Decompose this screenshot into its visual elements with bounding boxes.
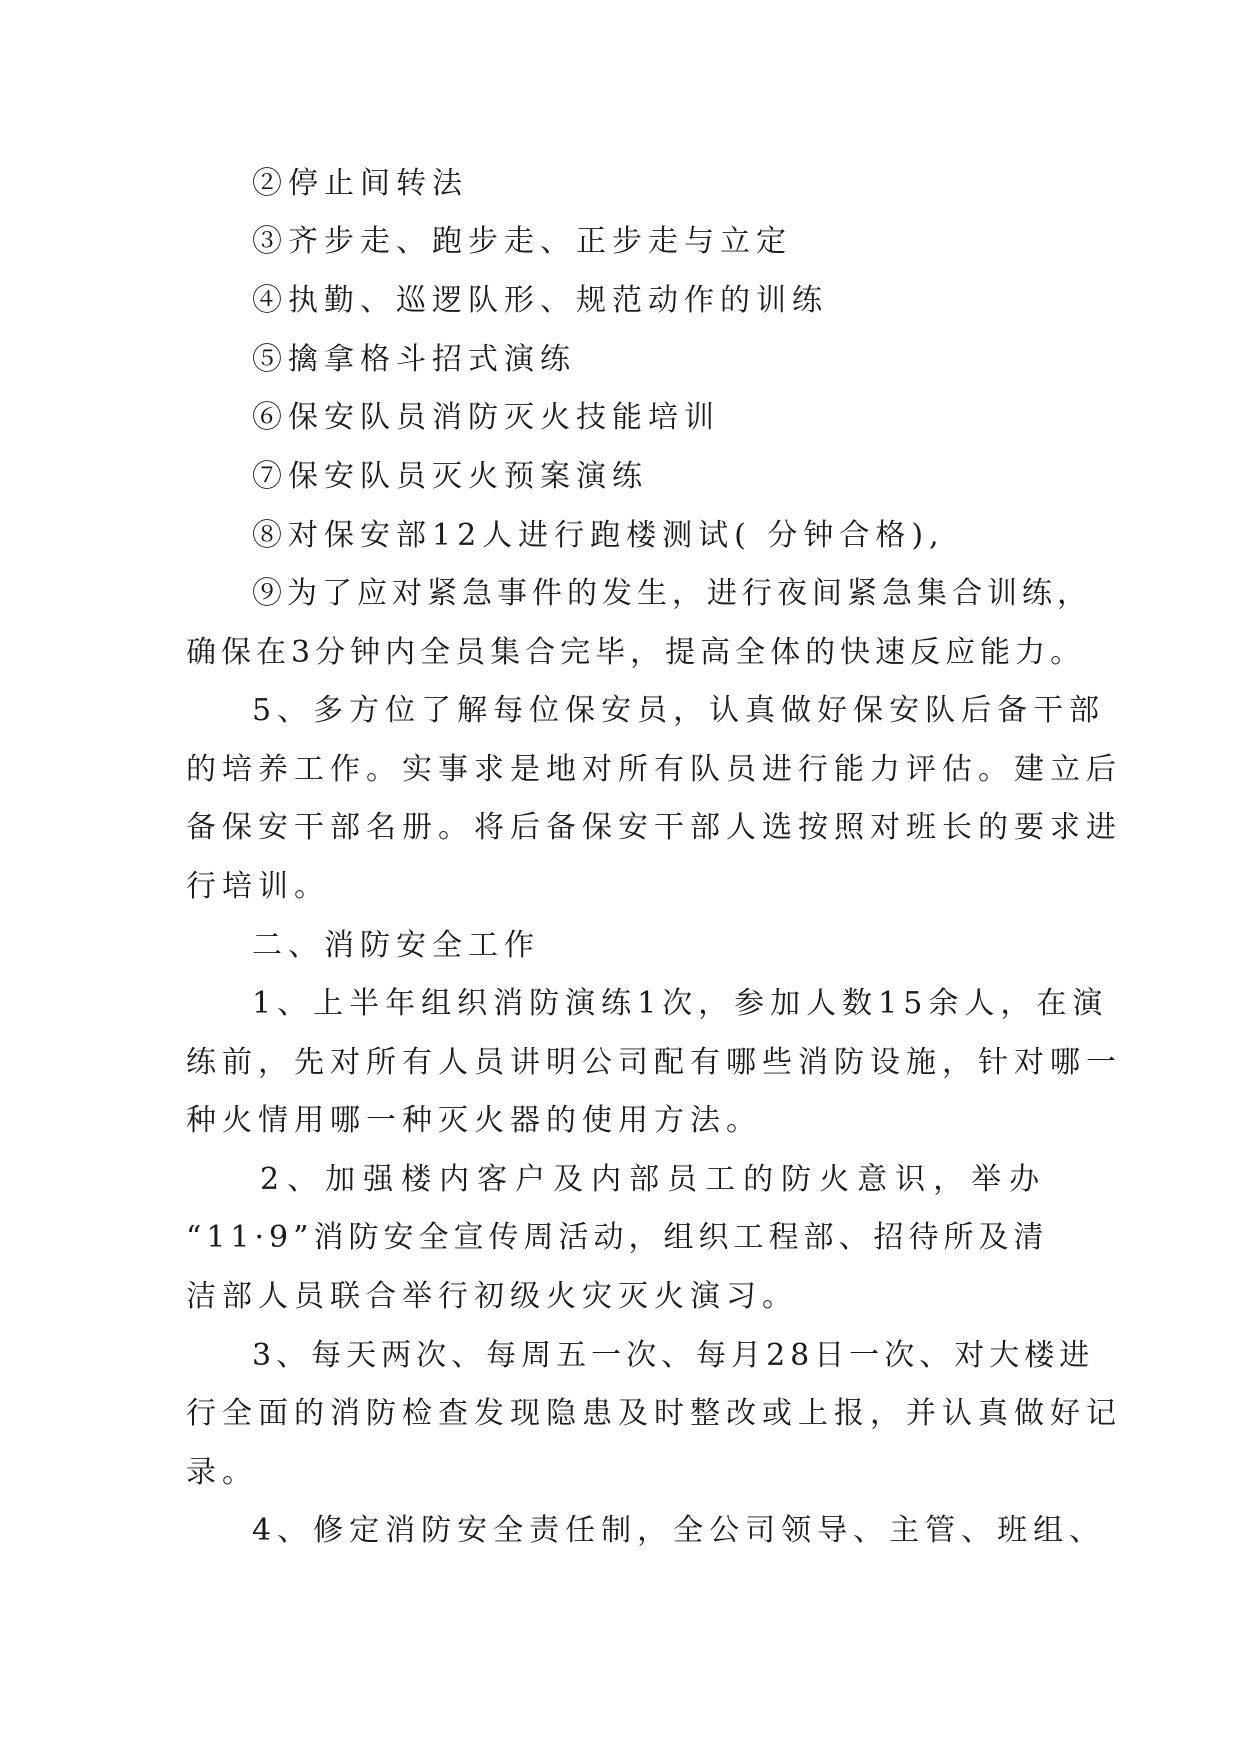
text-line: ②停止间转法 xyxy=(252,166,468,201)
text-line: “11·9”消防安全宣传周活动，组织工程部、招待所及清 xyxy=(186,1220,1049,1255)
text-line: 行全面的消防检查发现隐患及时整改或上报，并认真做好记 xyxy=(186,1396,1122,1431)
text-line: 确保在3分钟内全员集合完毕，提高全体的快速反应能力。 xyxy=(186,635,1086,670)
text-line: ③齐步走、跑步走、正步走与立定 xyxy=(252,224,792,259)
text-line: 4、修定消防安全责任制，全公司领导、主管、班组、 xyxy=(252,1513,1106,1548)
text-line: 练前，先对所有人员讲明公司配有哪些消防设施，针对哪一 xyxy=(186,1045,1122,1080)
text-line: ④执勤、巡逻队形、规范动作的训练 xyxy=(252,283,828,318)
text-line: 2、加强楼内客户及内部员工的防火意识，举办 xyxy=(260,1162,1048,1197)
text-line: ⑧对保安部12人进行跑楼测试( 分钟合格), xyxy=(252,518,945,553)
text-line: 1、上半年组织消防演练1次，参加人数15余人，在演 xyxy=(252,986,1109,1021)
text-line: ⑤擒拿格斗招式演练 xyxy=(252,342,576,377)
text-line: 种火情用哪一种灭火器的使用方法。 xyxy=(186,1103,762,1138)
text-line: 5、多方位了解每位保安员，认真做好保安队后备干部 xyxy=(252,693,1106,728)
text-line: 录。 xyxy=(186,1455,258,1490)
text-line: 行培训。 xyxy=(186,869,330,904)
text-line: ⑨为了应对紧急事件的发生，进行夜间紧急集合训练， xyxy=(252,576,1092,611)
text-line: 洁部人员联合举行初级火灾灭火演习。 xyxy=(186,1279,798,1314)
text-line: ⑥保安队员消防灭火技能培训 xyxy=(252,400,720,435)
text-line: 的培养工作。实事求是地对所有队员进行能力评估。建立后 xyxy=(186,752,1122,787)
text-line: 备保安干部名册。将后备保安干部人选按照对班长的要求进 xyxy=(186,810,1122,845)
text-line: 3、每天两次、每周五一次、每月28日一次、对大楼进 xyxy=(252,1338,1095,1373)
section-heading: 二、消防安全工作 xyxy=(252,928,540,963)
text-line: ⑦保安队员灭火预案演练 xyxy=(252,459,648,494)
